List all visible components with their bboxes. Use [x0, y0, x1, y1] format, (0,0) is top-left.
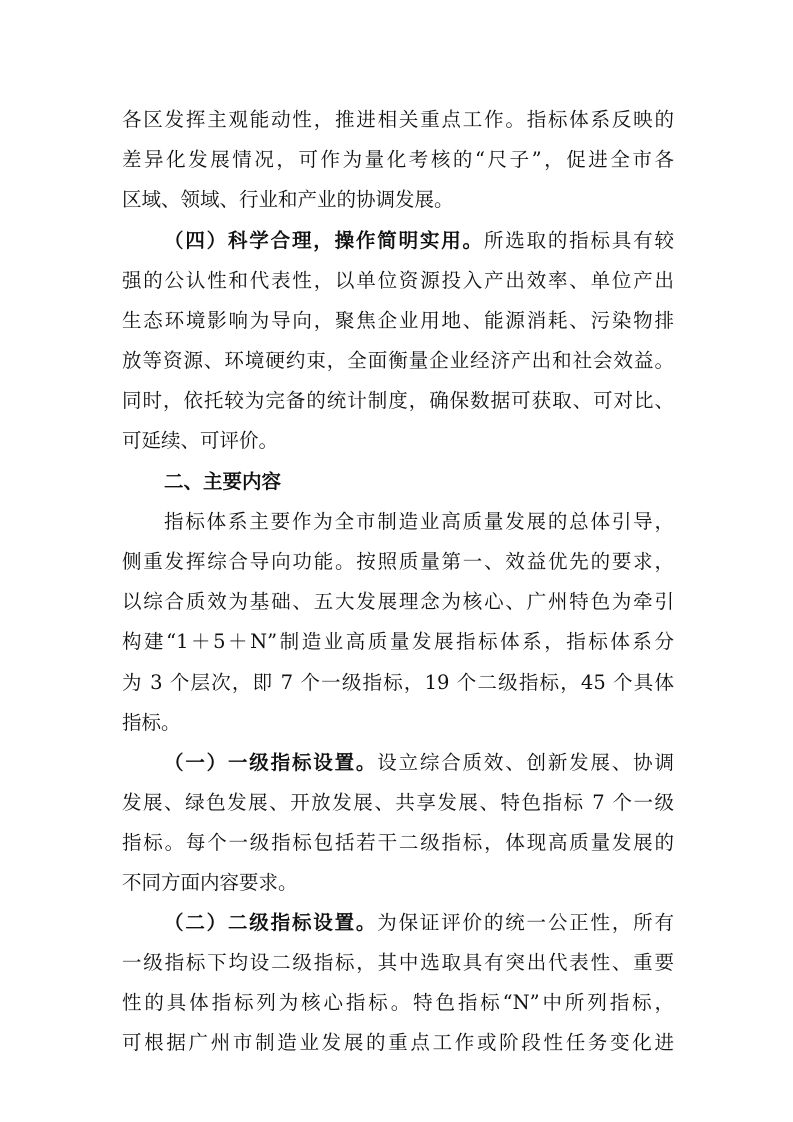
- body-text-line: 放等资源、环境硬约束，全面衡量企业经济产出和社会效益。: [122, 349, 674, 372]
- paragraph-bold-lead: （一）一级指标设置。: [164, 751, 378, 774]
- body-text-line: 强的公认性和代表性，以单位资源投入产出效率、单位产出: [122, 269, 674, 292]
- body-text: 为保证评价的统一公正性，所有: [377, 911, 674, 934]
- paragraph-first-line: [164, 224, 674, 258]
- body-text-line: 指标。每个一级指标包括若干二级指标，体现高质量发展的: [122, 831, 674, 854]
- body-text-line: 区域、领域、行业和产业的协调发展。: [122, 188, 454, 211]
- body-text-line: 性的具体指标列为核心指标。特色指标“N”中所列指标，: [122, 991, 674, 1014]
- paragraph-first-line: [164, 746, 674, 780]
- body-text-line: 指标。: [122, 711, 181, 734]
- body-text-line: 一级指标下均设二级指标，其中选取具有突出代表性、重要: [122, 951, 674, 974]
- body-text-line: 为 3 个层次，即 7 个一级指标，19 个二级指标，45 个具体: [122, 671, 674, 694]
- paragraph-bold-lead: （四）科学合理，操作简明实用。: [164, 229, 484, 252]
- body-text-line: 以综合质效为基础、五大发展理念为核心、广州特色为牵引: [122, 590, 674, 613]
- body-text-line: 同时，依托较为完备的统计制度，确保数据可获取、可对比、: [122, 389, 674, 412]
- body-text-line: 差异化发展情况，可作为量化考核的“尺子”，促进全市各: [122, 148, 674, 171]
- section-heading: 二、主要内容: [164, 470, 282, 493]
- body-text-line: 生态环境影响为导向，聚焦企业用地、能源消耗、污染物排: [122, 309, 674, 332]
- body-text-line: 侧重发挥综合导向功能。按照质量第一、效益优先的要求，: [122, 550, 674, 573]
- body-text-line: 可根据广州市制造业发展的重点工作或阶段性任务变化进: [122, 1031, 674, 1054]
- body-text-line: 不同方面内容要求。: [122, 871, 298, 894]
- paragraph-first-line: [164, 906, 674, 940]
- body-text: 设立综合质效、创新发展、协调: [377, 751, 674, 774]
- body-text-line: 可延续、可评价。: [122, 429, 279, 452]
- body-text-line: 各区发挥主观能动性，推进相关重点工作。指标体系反映的: [122, 108, 674, 131]
- body-text-line: 发展、绿色发展、开放发展、共享发展、特色指标 7 个一级: [122, 791, 674, 814]
- body-text-line: 构建“1＋5＋N”制造业高质量发展指标体系，指标体系分: [122, 630, 674, 653]
- body-text-line: 指标体系主要作为全市制造业高质量发展的总体引导，: [164, 510, 674, 533]
- paragraph-bold-lead: （二）二级指标设置。: [164, 911, 378, 934]
- body-text: 所选取的指标具有较: [483, 229, 674, 252]
